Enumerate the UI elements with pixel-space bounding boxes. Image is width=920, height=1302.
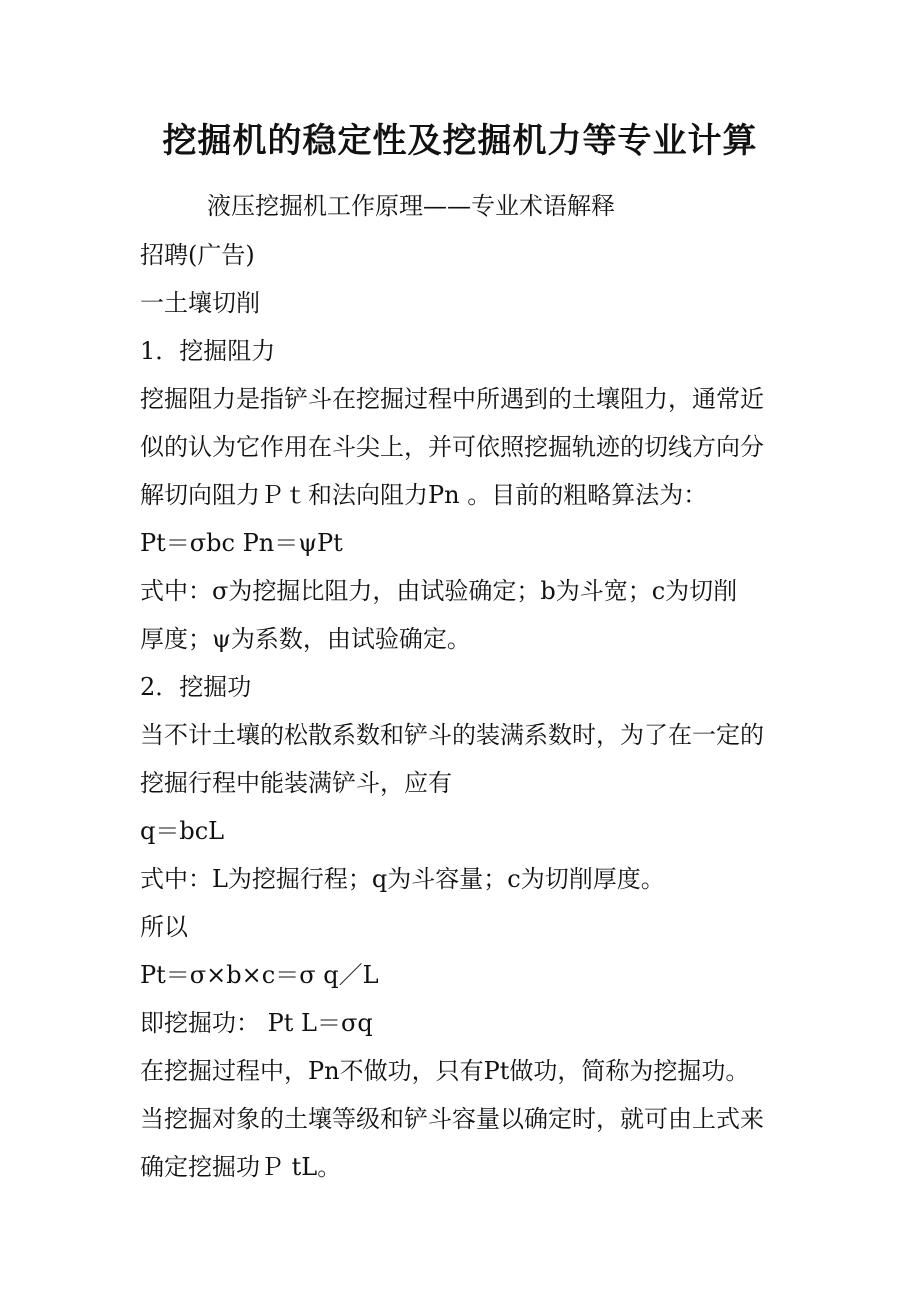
- paragraph-line: 挖掘行程中能装满铲斗，应有: [140, 769, 452, 797]
- paragraph-line: 确定挖掘功Ｐ tL。: [140, 1153, 342, 1181]
- formula-line: 即挖掘功： Pt L＝σq: [140, 1009, 373, 1037]
- paragraph-line: 厚度；ψ为系数，由试验确定。: [140, 625, 471, 653]
- paragraph-line: 所以: [140, 913, 188, 941]
- formula-line: q＝bcL: [140, 817, 225, 845]
- section-heading: 一土壤切削: [140, 289, 260, 317]
- paragraph-line: 在挖掘过程中，Pn不做功，只有Pt做功，简称为挖掘功。: [140, 1057, 750, 1085]
- paragraph-line: 似的认为它作用在斗尖上，并可依照挖掘轨迹的切线方向分: [140, 433, 764, 461]
- paragraph-line: 当不计土壤的松散系数和铲斗的装满系数时，为了在一定的: [140, 721, 764, 749]
- formula-line: Pt＝σbc Pn＝ψPt: [140, 529, 343, 557]
- paragraph-line: 式中：L为挖掘行程；q为斗容量；c为切削厚度。: [140, 865, 665, 893]
- subsection-heading: 1．挖掘阻力: [140, 337, 276, 365]
- formula-line: Pt＝σ×b×c＝σ q／L: [140, 961, 379, 989]
- subsection-heading: 2．挖掘功: [140, 673, 252, 701]
- document-title: 挖掘机的稳定性及挖掘机力等专业计算: [162, 121, 758, 161]
- paragraph-line: 当挖掘对象的土壤等级和铲斗容量以确定时，就可由上式来: [140, 1105, 764, 1133]
- paragraph-line: 挖掘阻力是指铲斗在挖掘过程中所遇到的土壤阻力，通常近: [140, 385, 764, 413]
- ad-line: 招聘(广告): [140, 241, 255, 269]
- subtitle-line: 液压挖掘机工作原理——专业术语解释: [207, 192, 615, 220]
- paragraph-line: 式中：σ为挖掘比阻力，由试验确定；b为斗宽；c为切削: [140, 577, 738, 605]
- paragraph-line: 解切向阻力Ｐｔ和法向阻力Pn 。目前的粗略算法为：: [140, 481, 708, 509]
